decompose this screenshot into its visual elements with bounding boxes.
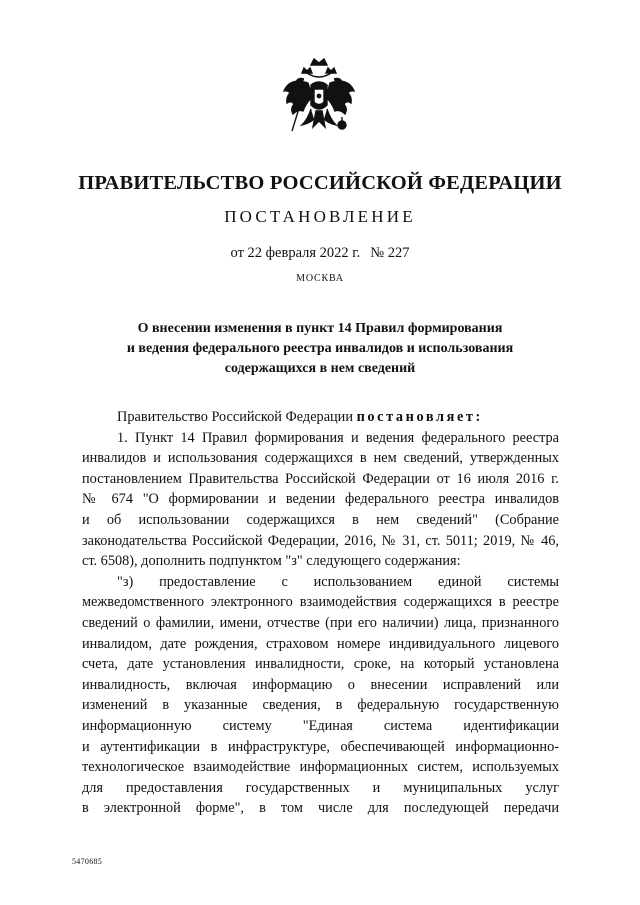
body-line: № 674 "О формировании и ведении федерального реестра инвалидов [82,491,559,508]
body-line: 1. Пункт 14 Правил формирования и ведения федерального реестра [117,429,559,446]
state-emblem-icon [278,53,360,150]
body-line: в электронной форме", в том числе для последующей передачи [82,800,559,817]
document-code: 5470685 [72,857,103,866]
government-title: ПРАВИТЕЛЬСТВО РОССИЙСКОЙ ФЕДЕРАЦИИ [78,172,562,194]
subject-line: и ведения федерального реестра инвалидов и использования [126,341,514,356]
body-line: инвалидность, включая информацию о внесении исправлений или [82,676,559,693]
body-line: "з) предоставление с использованием единой системы [117,573,559,590]
body-line: и об использовании содержащихся в нем сведений" (Собрание [82,511,559,528]
body-intro-verb: постановляет: [356,409,483,425]
body-line: и аутентификации в инфраструктуре, обеспечивающей информационно- [82,738,559,755]
document-date-line [0,245,640,262]
document-date: от 22 февраля 2022 г. [230,245,361,261]
body-line: законодательства Российской Федерации, 2016, № 31, ст. 5011; 2019, № 46, [82,532,559,549]
body-line: межведомственного электронного взаимодействия содержащихся в реестре [82,594,559,611]
subject-line: О внесении изменения в пункт 14 Правил формирования [137,321,503,336]
body-line: ст. 6508), дополнить подпунктом "з" следующего содержания: [82,553,461,570]
document-number: № 227 [370,245,410,261]
body-line: инвалидом, дате рождения, страховом номере индивидуального лицевого [82,635,559,652]
body-line: для предоставления государственных и муниципальных услуг [82,779,559,796]
subject-line: содержащихся в нем сведений [224,361,416,376]
issue-city: МОСКВА [296,273,344,284]
body-line: инвалидов и использования содержащихся в нем сведений, утвержденных [82,450,559,467]
body-intro: Правительство Российской Федерации [117,409,353,425]
document-type: ПОСТАНОВЛЕНИЕ [224,207,416,226]
body-intro-line [82,407,559,428]
body-line: сведений о фамилии, имени, отчестве (при его наличии) лица, признанного [82,614,559,631]
body-line: изменений в указанные сведения, в федеральную государственную [82,697,559,714]
body-line: счета, дате установления инвалидности, сроке, на который установлена [82,656,559,673]
body-line: постановлением Правительства Российской Федерации от 16 июля 2016 г. [82,470,559,487]
body-line: информационную систему "Единая система идентификации [82,717,559,734]
document-subject [100,319,540,379]
document-body [82,407,559,819]
body-line: технологическое взаимодействие информационных систем, используемых [82,759,559,776]
